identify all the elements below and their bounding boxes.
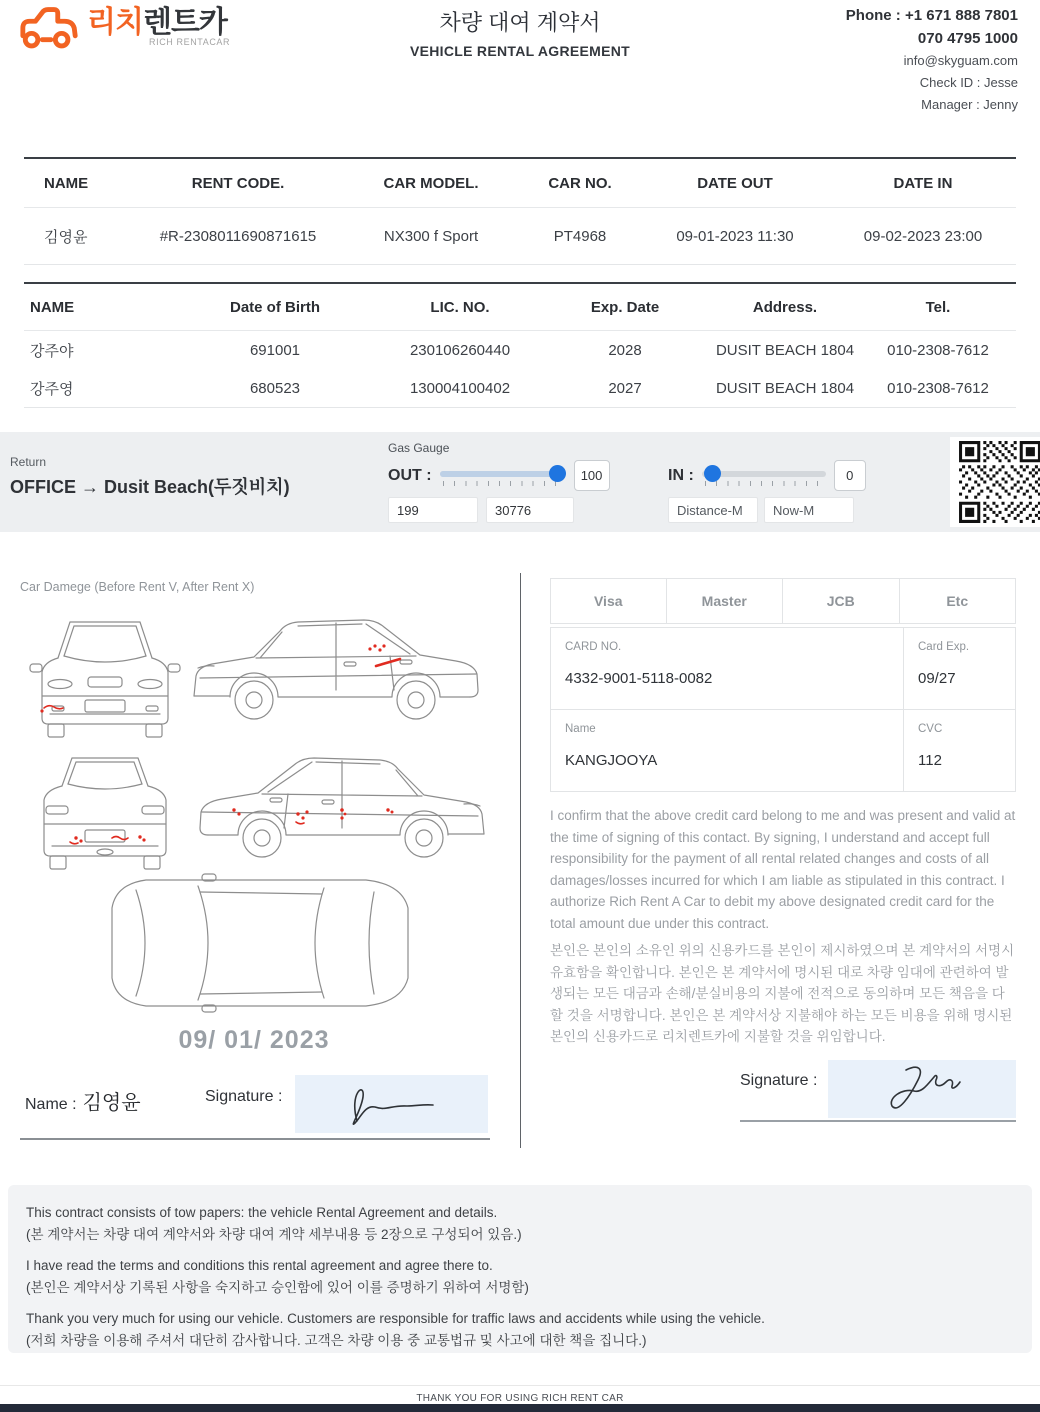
check-id: Check ID : Jesse xyxy=(919,75,1018,90)
renter-signature-pad[interactable] xyxy=(295,1075,488,1133)
card-type-tabs xyxy=(550,578,1016,624)
odometer-in-input[interactable] xyxy=(764,497,854,523)
card-exp-value: 09/27 xyxy=(918,670,956,687)
return-route: OFFICE → Dusit Beach(두짓비치) xyxy=(10,477,290,497)
col-lic-no: LIC. NO. xyxy=(430,298,490,316)
tab-jcb[interactable]: JCB xyxy=(782,578,900,624)
tab-etc[interactable]: Etc xyxy=(899,578,1017,624)
gas-in-value[interactable]: 0 xyxy=(834,460,866,491)
rental-table-header xyxy=(24,159,1016,208)
card-cvc-label: CVC xyxy=(918,723,943,735)
column-divider xyxy=(520,573,521,1148)
gas-in-slider[interactable] xyxy=(702,464,826,488)
tab-master[interactable]: Master xyxy=(666,578,784,624)
renter-signature-image xyxy=(295,1075,488,1133)
gas-out-label: OUT : xyxy=(388,466,432,484)
term-group xyxy=(26,1202,1032,1246)
driver-tel: 010-2308-7612 xyxy=(887,379,989,397)
car-damage-diagram xyxy=(18,602,502,1020)
card-exp-cell xyxy=(904,628,1015,709)
gas-out-slider[interactable] xyxy=(440,464,566,488)
driver-row xyxy=(24,369,1016,407)
car-damage-label: Car Damege (Before Rent V, After Rent X) xyxy=(20,580,255,594)
card-no-value: 4332-9001-5118-0082 xyxy=(565,670,713,687)
col-tel: Tel. xyxy=(925,298,951,316)
driver-lic: 130004100402 xyxy=(409,379,511,397)
phone-secondary: 070 4795 1000 xyxy=(917,30,1018,47)
driver-name: 강주야 xyxy=(30,342,74,360)
gas-out-fill xyxy=(440,471,558,477)
card-row-number xyxy=(551,628,1015,709)
rent-code: #R-2308011690871615 xyxy=(159,227,317,245)
car-model: NX300 f Sport xyxy=(383,227,479,245)
gas-in-label: IN : xyxy=(668,466,694,484)
driver-exp: 2028 xyxy=(608,341,642,359)
driver-name: 강주영 xyxy=(30,380,74,398)
card-no-cell xyxy=(551,628,904,709)
distance-out-input[interactable] xyxy=(388,497,478,523)
col-name: NAME xyxy=(30,298,75,316)
col-car-model: CAR MODEL. xyxy=(383,174,479,192)
car-no: PT4968 xyxy=(553,227,607,245)
brand-subtitle: RICH RENTACAR xyxy=(149,37,231,47)
driver-row xyxy=(24,331,1016,369)
name-label: Name : xyxy=(25,1096,77,1113)
term-group xyxy=(26,1255,1032,1299)
card-signature-label: Signature : xyxy=(740,1072,818,1089)
title-english: VEHICLE RENTAL AGREEMENT xyxy=(409,43,631,59)
terms-block xyxy=(8,1185,1032,1353)
email: info@skyguam.com xyxy=(903,53,1018,68)
driver-info-table xyxy=(24,282,1016,408)
qr-code xyxy=(950,437,1040,527)
driver-address: DUSIT BEACH 1804 xyxy=(715,341,855,359)
col-name: NAME xyxy=(44,174,89,192)
gas-in-ticks xyxy=(705,481,823,486)
gas-out-slider-thumb[interactable] xyxy=(549,465,566,482)
term-kr: (본 계약서는 차량 대여 계약서와 차량 대여 계약 세부내용 등 2장으로 구성되어 있음.) xyxy=(26,1227,522,1242)
gas-in-row xyxy=(668,460,866,491)
card-name-value: KANGJOOYA xyxy=(565,752,658,769)
gas-out-row xyxy=(388,460,610,491)
card-cvc-value: 112 xyxy=(918,752,942,769)
card-detail-table xyxy=(550,627,1016,792)
renter-signature-line xyxy=(20,1138,490,1140)
driver-dob: 691001 xyxy=(249,341,301,359)
card-name-cell xyxy=(551,710,904,791)
card-no-label: CARD NO. xyxy=(565,641,622,653)
footer-thanks: THANK YOU FOR USING RICH RENT CAR xyxy=(416,1393,624,1404)
agreement-date: 09/ 01/ 2023 xyxy=(178,1026,330,1054)
driver-lic: 230106260440 xyxy=(409,341,511,359)
card-confirmation-english: I confirm that the above credit card belong to me and was present and valid at the time of signing of this contact. By signing, I understand and accept full responsibility for the payment of all rental related changes and costs of all damages/losses incurred for which I am liable as stipulated in this contract. I authorize Rich Rent A Car to debit my above designated credit card for the total amount due under this contract. xyxy=(550,808,1016,931)
distance-in-input[interactable] xyxy=(668,497,758,523)
card-cvc-cell xyxy=(904,710,1015,791)
driver-address: DUSIT BEACH 1804 xyxy=(715,379,855,397)
return-label: Return xyxy=(10,455,47,469)
col-date-in: DATE IN xyxy=(893,174,953,192)
phone-primary: Phone : +1 671 888 7801 xyxy=(845,7,1018,24)
rental-info-table xyxy=(24,157,1016,265)
renter-name-value: 김영윤 xyxy=(82,1092,141,1114)
col-rent-code: RENT CODE. xyxy=(191,174,285,192)
card-confirmation-korean: 본인은 본인의 소유인 위의 신용카드를 본인이 제시하였으며 본 계약서의 서명시 유효함을 확인합니다. 본인은 본 계약서에 명시된 대로 차량 임대에 관련하여 발생되는 모든 대금과 손해/분실비용의 지불에 전적으로 동의하며 모든 책음을 다할 것을 서명합니다. 본인은 본 계약서상 지불해야 하는 모든 비용을 위해 명시된 본인의 신용카드로 리치렌트카에 지불할 것을 위임합니다. xyxy=(550,943,1015,1044)
col-car-no: CAR NO. xyxy=(548,174,612,192)
card-row-name xyxy=(551,709,1015,791)
gas-out-ticks xyxy=(443,481,563,486)
term-group xyxy=(26,1308,1032,1352)
manager: Manager : Jenny xyxy=(921,97,1018,112)
term-en: I have read the terms and conditions this rental agreement and agree there to. xyxy=(26,1258,493,1273)
footer-divider xyxy=(0,1385,1040,1386)
col-dob: Date of Birth xyxy=(230,298,320,316)
gas-in-slider-thumb[interactable] xyxy=(704,465,721,482)
tab-visa[interactable]: Visa xyxy=(550,578,667,624)
footer-bottom-bar xyxy=(0,1404,1040,1412)
card-exp-label: Card Exp. xyxy=(918,641,970,653)
term-kr: (본인은 계약서상 기록된 사항을 숙지하고 승인함에 있어 이를 증명하기 위하여 서명함) xyxy=(26,1280,529,1295)
col-date-out: DATE OUT xyxy=(697,174,773,192)
renter-signature-label: Signature : xyxy=(205,1088,283,1105)
brand-kr-dark: 렌트카 xyxy=(142,6,227,39)
card-signature-pad[interactable] xyxy=(828,1060,1016,1118)
rental-table-row xyxy=(24,208,1016,264)
term-en: Thank you very much for using our vehicle. Customers are responsible for traffic laws and accidents while using the vehicle. xyxy=(26,1311,765,1326)
brand-kr-orange: 리치 xyxy=(87,6,143,39)
driver-table-header xyxy=(24,284,1016,331)
odometer-out-input[interactable] xyxy=(486,497,574,523)
col-exp-date: Exp. Date xyxy=(590,298,660,316)
card-name-label: Name xyxy=(565,723,596,735)
contact-info xyxy=(846,4,1018,116)
renter-name: 김영윤 xyxy=(44,228,88,246)
driver-dob: 680523 xyxy=(249,379,301,397)
renter-name-row xyxy=(25,1086,141,1115)
card-signature-image xyxy=(828,1060,1016,1118)
driver-exp: 2027 xyxy=(608,379,642,397)
date-out: 09-01-2023 11:30 xyxy=(676,227,794,245)
card-signature-line xyxy=(740,1120,1016,1122)
gas-out-value[interactable]: 100 xyxy=(574,460,610,491)
gas-gauge-label: Gas Gauge xyxy=(388,441,450,455)
col-address: Address. xyxy=(752,298,818,316)
qr-code-image xyxy=(954,438,1040,526)
term-en: This contract consists of tow papers: the vehicle Rental Agreement and details. xyxy=(26,1205,498,1220)
title-korean: 차량 대여 계약서 xyxy=(439,10,601,35)
date-in: 09-02-2023 23:00 xyxy=(863,227,983,245)
term-kr: (저희 차량을 이용해 주셔서 대단히 감사합니다. 고객은 차량 이용 중 교통법규 및 사고에 대한 책을 집니다.) xyxy=(26,1333,647,1348)
driver-tel: 010-2308-7612 xyxy=(887,341,989,359)
